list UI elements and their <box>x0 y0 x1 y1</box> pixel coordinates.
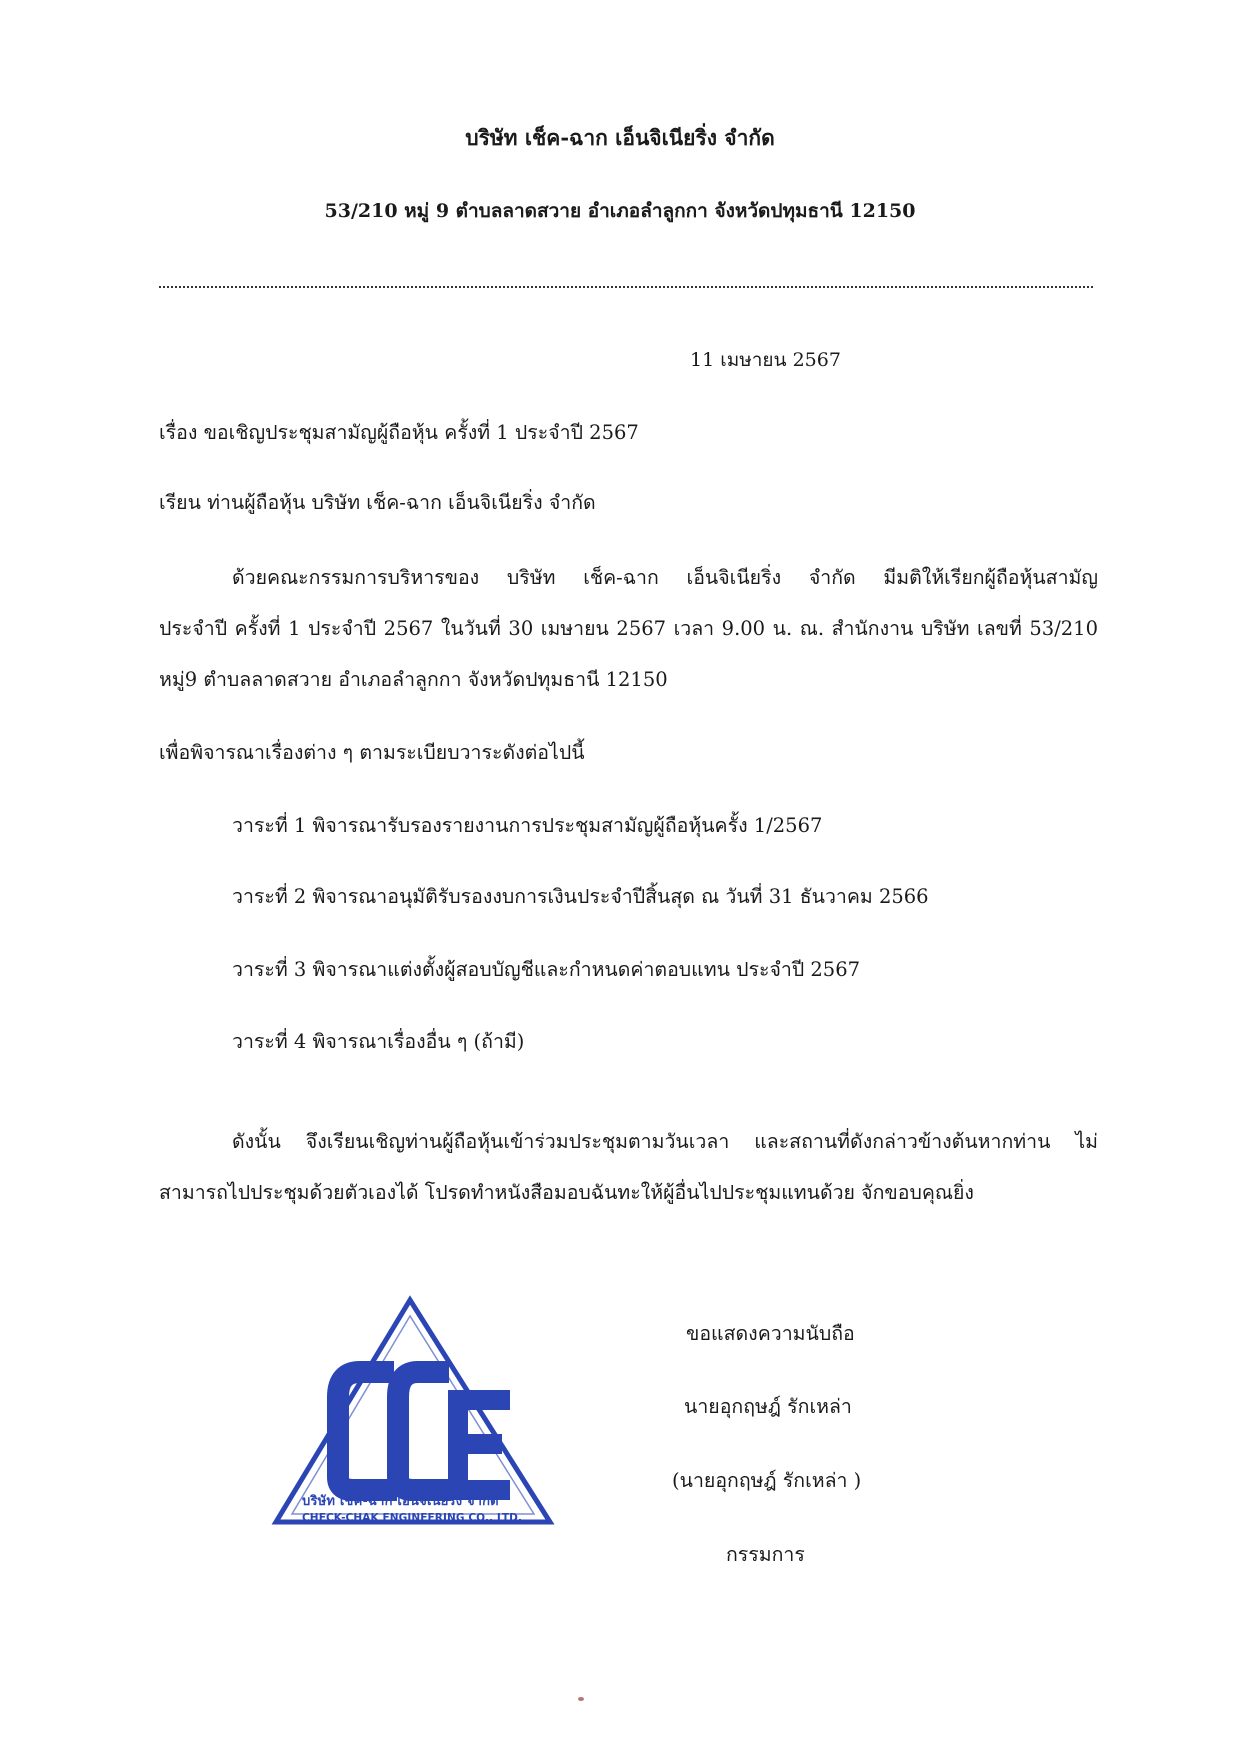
agenda-intro: เพื่อพิจารณาเรื่องต่าง ๆ ตามระเบียบวาระดังต่อไปนี้ <box>159 741 585 764</box>
agenda-item-3: วาระที่ 3 พิจารณาแต่งตั้งผู้สอบบัญชีและกำหนดค่าตอบแทน ประจำปี 2567 <box>232 958 861 981</box>
intro-line-3: หมู่9 ตำบลลาดสวาย อำเภอลำลูกกา จังหวัดปทุมธานี 12150 <box>159 668 668 691</box>
intro-line-1: ด้วยคณะกรรมการบริหารของ บริษัท เช็ค-ฉาก เอ็นจิเนียริ่ง จำกัด มีมติให้เรียกผู้ถือหุ้นสามัญ <box>232 566 1098 589</box>
scan-speck <box>578 1697 584 1701</box>
intro-line-2: ประจำปี ครั้งที่ 1 ประจำปี 2567 ในวันที่ 30 เมษายน 2567 เวลา 9.00 น. ณ. สำนักงาน บริษัท เลขที่ 53/210 <box>159 617 1098 640</box>
closing-line-1: ดังนั้น จึงเรียนเชิญท่านผู้ถือหุ้นเข้าร่วมประชุมตามวันเวลา และสถานที่ดังกล่าวข้างต้นหากท่าน ไม่ <box>232 1130 1098 1153</box>
company-address: 53/210 หมู่ 9 ตำบลลาดสวาย อำเภอลำลูกกา จังหวัดปทุมธานี 12150 <box>324 200 916 222</box>
stamp-thai-text: บริษัท เช็ค-ฉาก เอ็นจิเนียริ่ง จำกัด <box>302 1494 499 1509</box>
signature-printed-name: (นายอุกฤษฎ์ รักเหล่า ) <box>672 1469 862 1492</box>
signature-regards: ขอแสดงความนับถือ <box>686 1322 855 1345</box>
signature-signed-name: นายอุกฤษฎ์ รักเหล่า <box>684 1395 852 1418</box>
stamp-english-text: CHECK-CHAK ENGINEERING CO., LTD. <box>302 1512 523 1524</box>
signature-position: กรรมการ <box>726 1543 805 1566</box>
header-divider <box>159 286 1093 288</box>
agenda-item-1: วาระที่ 1 พิจารณารับรองรายงานการประชุมสามัญผู้ถือหุ้นครั้ง 1/2567 <box>232 814 823 837</box>
closing-line-2: สามารถไปประชุมด้วยตัวเองได้ โปรดทำหนังสือมอบฉันทะให้ผู้อื่นไปประชุมแทนด้วย จักขอบคุณยิ่ง <box>159 1181 974 1204</box>
letter-date: 11 เมษายน 2567 <box>690 349 841 371</box>
letter-subject: เรื่อง ขอเชิญประชุมสามัญผู้ถือหุ้น ครั้งที่ 1 ประจำปี 2567 <box>159 421 639 444</box>
company-name: บริษัท เช็ค-ฉาก เอ็นจิเนียริ่ง จำกัด <box>465 125 775 150</box>
agenda-item-4: วาระที่ 4 พิจารณาเรื่องอื่น ๆ (ถ้ามี) <box>232 1030 525 1053</box>
agenda-item-2: วาระที่ 2 พิจารณาอนุมัติรับรองงบการเงินประจำปีสิ้นสุด ณ วันที่ 31 ธันวาคม 2566 <box>232 885 929 908</box>
letter-salutation: เรียน ท่านผู้ถือหุ้น บริษัท เช็ค-ฉาก เอ็นจิเนียริ่ง จำกัด <box>159 491 596 514</box>
